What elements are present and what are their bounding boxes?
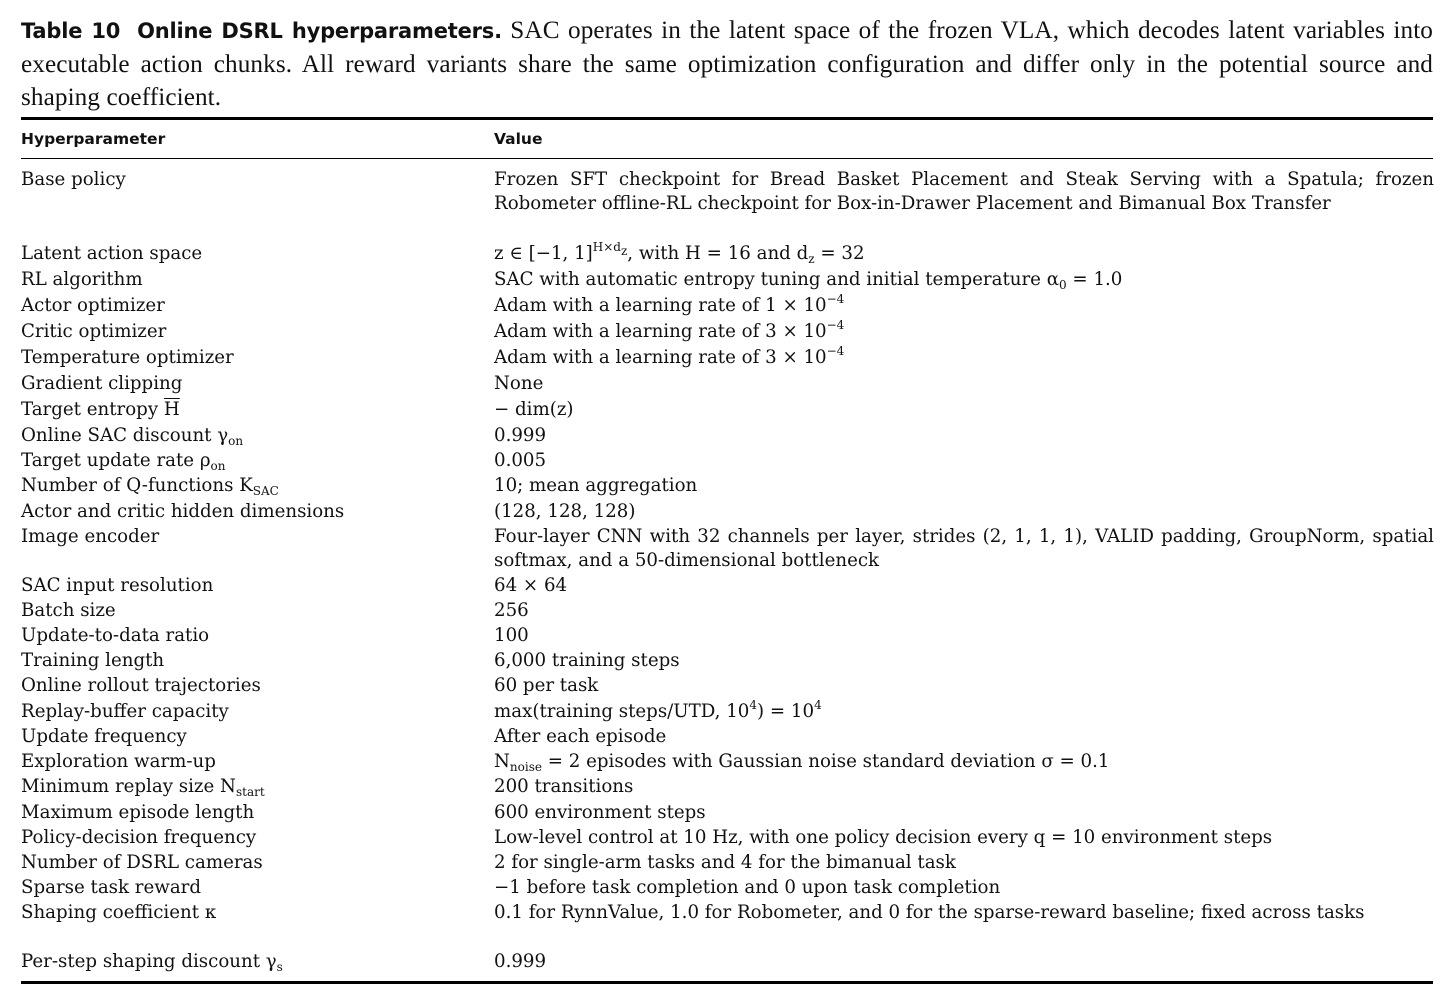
row-value: 10; mean aggregation <box>494 475 698 496</box>
row-value: Frozen SFT checkpoint for Bread Basket Placement and Steak Serving with a Spatula; frozen Robometer offline-RL checkpoint for Box-in-Drawer Placement and Bimanual Box Transfer <box>494 169 1434 214</box>
value-sup: −4 <box>826 292 845 306</box>
row-param: Number of DSRL cameras <box>21 852 263 873</box>
row-value <box>494 320 1434 344</box>
column-header-value: Value <box>494 130 543 148</box>
row-param: Replay-buffer capacity <box>21 701 229 722</box>
row-param: Maximum episode length <box>21 802 255 823</box>
row-param: Online rollout trajectories <box>21 675 261 696</box>
row-param: Critic optimizer <box>21 321 167 342</box>
row-value: 6,000 training steps <box>494 650 680 671</box>
param-sub: on <box>210 459 226 473</box>
value-part: Adam with a learning rate of 1 × 10 <box>494 295 827 316</box>
param-sub: s <box>276 960 283 974</box>
row-value <box>494 268 1434 292</box>
row-value: − dim(z) <box>494 399 574 420</box>
value-part: = 2 episodes with Gaussian noise standard deviation σ = 0.1 <box>541 751 1110 772</box>
param-part: Number of Q-functions K <box>21 475 253 496</box>
row-param: Exploration warm-up <box>21 751 216 772</box>
top-rule <box>21 117 1433 120</box>
value-part: = 1.0 <box>1066 269 1123 290</box>
row-param <box>21 950 283 974</box>
table-caption <box>21 14 1433 114</box>
row-param: Actor optimizer <box>21 295 165 316</box>
column-header-hyperparameter: Hyperparameter <box>21 130 166 148</box>
param-part: Minimum replay size N <box>21 776 236 797</box>
row-value: 256 <box>494 600 529 621</box>
row-value: 64 × 64 <box>494 575 568 596</box>
param-overline-symbol: $\overline{H}$ <box>163 399 180 420</box>
row-param: Image encoder <box>21 526 160 547</box>
row-param: RL algorithm <box>21 269 143 290</box>
row-value: Low-level control at 10 Hz, with one policy decision every q = 10 environment steps <box>494 827 1273 848</box>
row-param: Update-to-data ratio <box>21 625 210 646</box>
row-param: Batch size <box>21 600 116 621</box>
value-part: ) = 10 <box>757 701 815 722</box>
row-value: 0.005 <box>494 450 547 471</box>
value-sup: −4 <box>826 318 845 332</box>
row-param: Gradient clipping <box>21 373 183 394</box>
value-sup: 4 <box>814 698 822 712</box>
value-sup-text: H×d <box>592 240 621 254</box>
value-sub: noise <box>509 760 542 774</box>
row-param: Update frequency <box>21 726 187 747</box>
row-param <box>21 398 180 422</box>
row-param: Actor and critic hidden dimensions <box>21 501 345 522</box>
row-param: Policy-decision frequency <box>21 827 257 848</box>
caption-text: SAC operates in the latent space of the frozen VLA, which decodes latent variables into executable action chunks. All reward variants share the same optimization configuration and differ only in the potential source and shaping coefficient. <box>21 17 1433 111</box>
row-value <box>494 346 1434 370</box>
row-value <box>494 294 1434 318</box>
param-sub: on <box>228 434 244 448</box>
param-part: Target entropy <box>21 399 164 420</box>
row-param: Latent action space <box>21 243 203 264</box>
row-param <box>21 474 279 498</box>
value-part: max(training steps/UTD, 10 <box>494 701 750 722</box>
value-sub: z <box>808 252 815 266</box>
value-sup: 4 <box>749 698 758 712</box>
row-param <box>21 424 243 448</box>
row-value <box>494 242 1434 266</box>
value-sup <box>592 240 628 258</box>
row-param: Shaping coefficient κ <box>21 902 217 923</box>
row-value: None <box>494 373 544 394</box>
row-param: Sparse task reward <box>21 877 202 898</box>
value-part: z ∈ [−1, 1] <box>494 243 593 264</box>
param-part: Online SAC discount γ <box>21 425 229 446</box>
bottom-rule <box>21 981 1433 984</box>
param-sub: start <box>235 785 265 799</box>
row-value: 0.999 <box>494 425 547 446</box>
param-part: Target update rate ρ <box>21 450 211 471</box>
row-value: (128, 128, 128) <box>494 501 636 522</box>
row-value: −1 before task completion and 0 upon task completion <box>494 877 1001 898</box>
value-sub: 0 <box>1059 278 1067 292</box>
value-part: Adam with a learning rate of 3 × 10 <box>494 347 827 368</box>
row-param <box>21 449 225 473</box>
row-value: After each episode <box>494 726 667 747</box>
value-part: SAC with automatic entropy tuning and initial temperature α <box>494 269 1059 290</box>
row-value: 600 environment steps <box>494 802 706 823</box>
row-value <box>494 750 1434 774</box>
row-value: 0.1 for RynnValue, 1.0 for Robometer, and 0 for the sparse-reward baseline; fixed across tasks <box>494 902 1365 923</box>
header-rule <box>21 158 1433 159</box>
param-part: Per-step shaping discount γ <box>21 951 277 972</box>
row-value <box>494 700 1434 724</box>
row-value: 60 per task <box>494 675 599 696</box>
row-param: Training length <box>21 650 165 671</box>
value-part: = 32 <box>814 243 865 264</box>
value-sup: −4 <box>826 344 845 358</box>
row-param: Temperature optimizer <box>21 347 234 368</box>
row-value: 2 for single-arm tasks and 4 for the bimanual task <box>494 852 956 873</box>
value-part: Adam with a learning rate of 3 × 10 <box>494 321 827 342</box>
row-value: 100 <box>494 625 529 646</box>
row-param: SAC input resolution <box>21 575 214 596</box>
param-sub: SAC <box>252 484 279 498</box>
value-part: N <box>494 751 510 772</box>
table-title: Online DSRL hyperparameters. <box>137 19 502 43</box>
row-value: 0.999 <box>494 951 547 972</box>
value-part: , with H = 16 and d <box>627 243 809 264</box>
table-label: Table 10 <box>21 19 121 43</box>
row-value: Four-layer CNN with 32 channels per layer, strides (2, 1, 1, 1), VALID padding, GroupNorm, spatial softmax, and a 50-dimensional bottleneck <box>494 526 1434 571</box>
row-param: Base policy <box>21 169 126 190</box>
row-param <box>21 775 265 799</box>
value-sup-sub: z <box>620 244 628 258</box>
row-value: 200 transitions <box>494 776 634 797</box>
